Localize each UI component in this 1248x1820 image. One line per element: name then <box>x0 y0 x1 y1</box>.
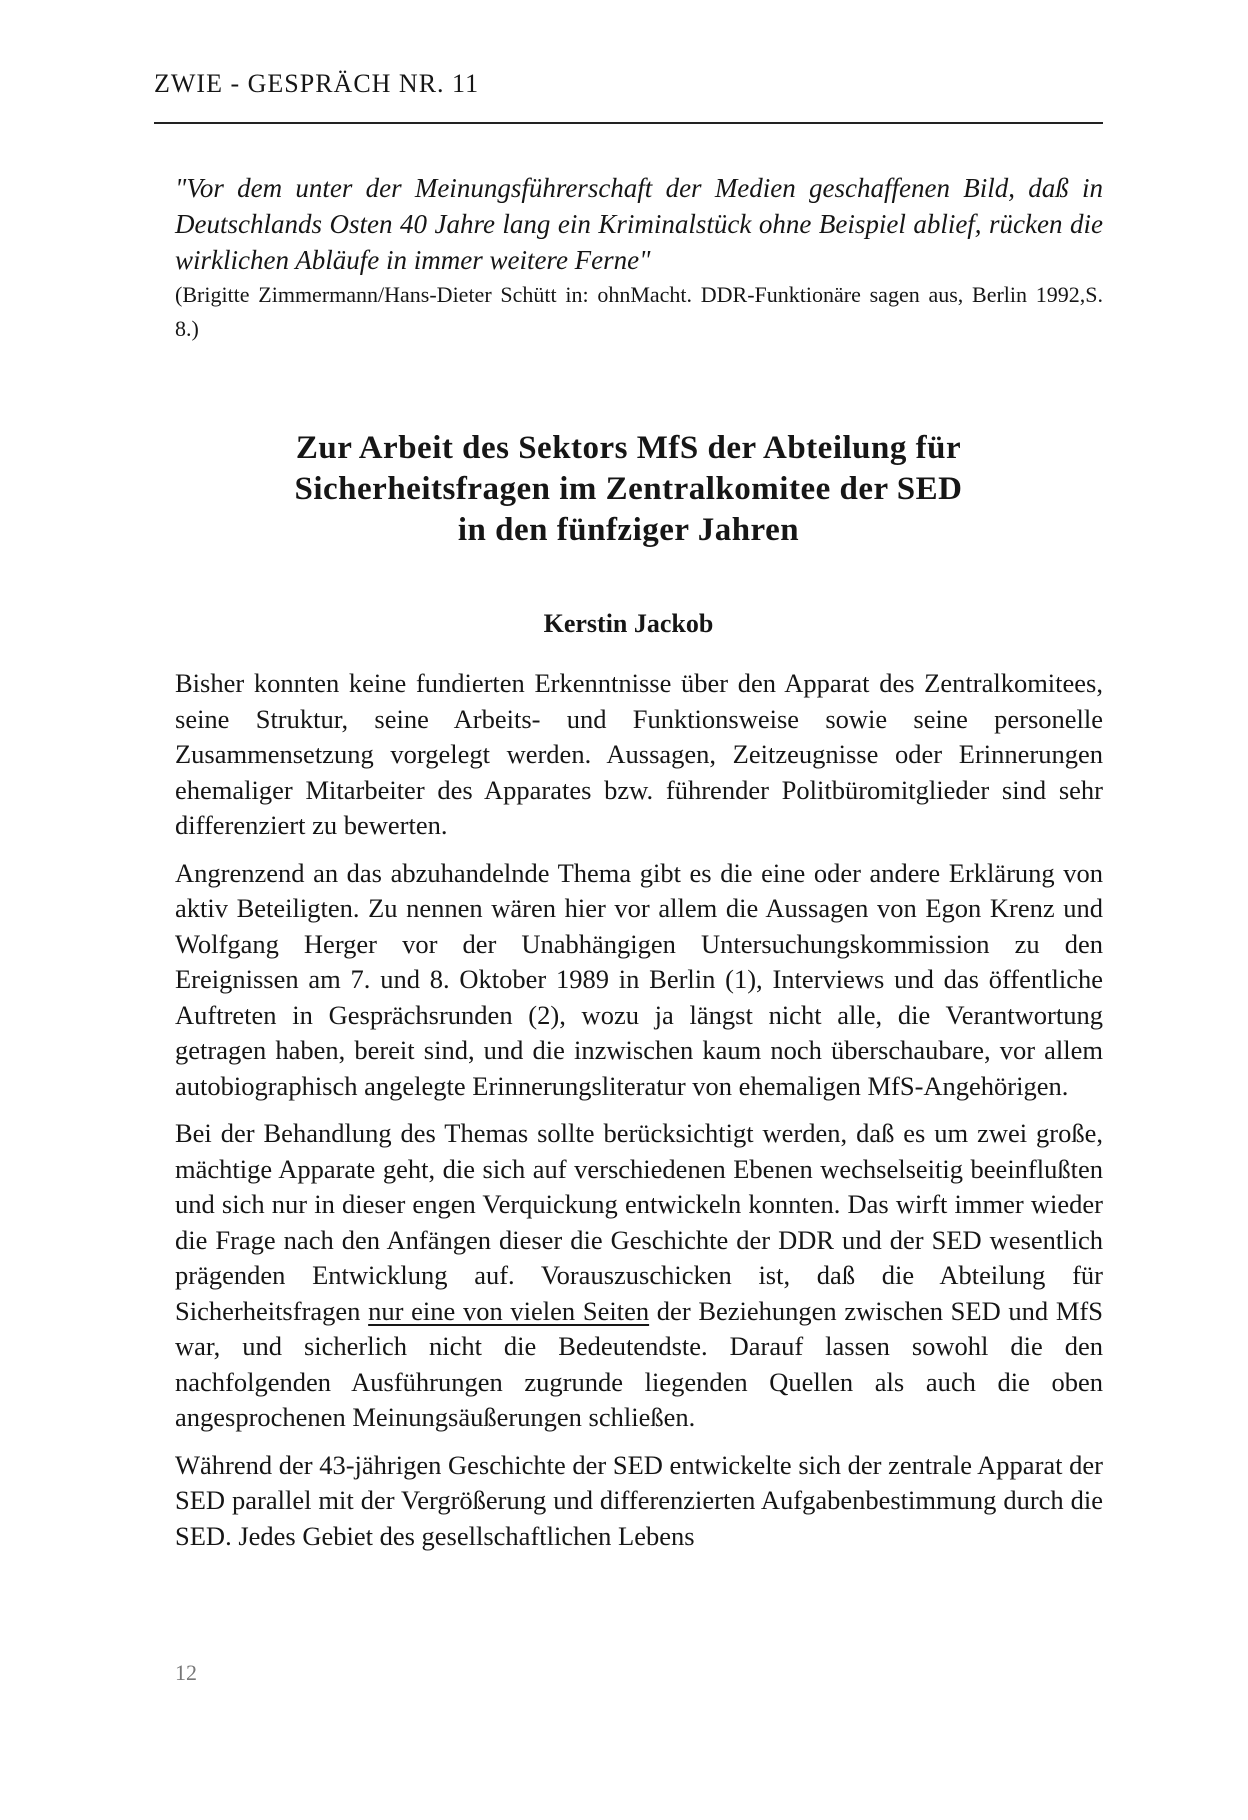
epigraph-quote: "Vor dem unter der Meinungsführerschaft der Medien geschaffenen Bild, daß in Deutschlands Osten 40 Jahre lang ein Kriminalstück ohne Beispiel ablief, rücken die wirklichen Abläufe in immer weitere Ferne" <box>175 173 1103 275</box>
paragraph-2: Angrenzend an das abzuhandelnde Thema gibt es die eine oder andere Erklärung von aktiv Beteiligten. Zu nennen wären hier vor allem die Aussagen von Egon Krenz und Wolfgang Herger vor der Unabhängigen Untersuchungskommission zu den Ereignissen am 7. und 8. Oktober 1989 in Berlin (1), Interviews und das öffentliche Auftreten in Gesprächsrunden (2), wozu ja längst nicht alle, die Verantwortung getragen haben, bereit sind, und die inzwischen kaum noch überschaubare, vor allem autobiographisch angelegte Erinnerungsliteratur von ehemaligen MfS-Angehörigen. <box>175 857 1103 1101</box>
paragraph-3 <box>175 1116 1103 1436</box>
article-title <box>154 428 1103 551</box>
paragraph-1: Bisher konnten keine fundierten Erkenntnisse über den Apparat des Zentralkomitees, seine Struktur, seine Arbeits- und Funktionsweise sowie seine personelle Zusammensetzung vorgelegt werden. Aussagen, Zeitzeugnisse oder Erinnerungen ehemaliger Mitarbeiter des Apparates bzw. führender Politbüromitglieder sind sehr differenziert zu bewerten. <box>175 668 1103 840</box>
article-author: Kerstin Jackob <box>543 609 714 638</box>
title-line-3: in den fünfziger Jahren <box>457 512 800 548</box>
paragraph-3-text-end: der Beziehungen zwischen SED und MfS war, und sicherlich nicht die Bedeutendste. Darauf lassen sowohl die den nachfolgenden Ausführungen zugrunde liegenden Quellen als auch die oben angesprochenen Meinungsäußerungen schließen. <box>175 1295 1103 1432</box>
running-header: ZWIE - GESPRÄCH NR. 11 <box>154 69 480 98</box>
article-body <box>175 666 1103 1566</box>
epigraph-source: (Brigitte Zimmermann/Hans-Dieter Schütt in: ohnMacht. DDR-Funktionäre sagen aus, Berlin 1992,S. 8.) <box>175 282 1103 341</box>
paragraph-4: Während der 43-jährigen Geschichte der SED entwickelte sich der zentrale Apparat der SED parallel mit der Vergrößerung und differenzierten Aufgabenbestimmung durch die SED. Jedes Gebiet des gesellschaftlichen Lebens <box>175 1449 1103 1551</box>
epigraph <box>175 170 1103 346</box>
paragraph-3-underlined-phrase: nur eine von vielen Seiten <box>368 1295 650 1326</box>
paragraph-3-text-start: Bei der Behandlung des Themas sollte berücksichtigt werden, daß es um zwei große, mächtige Apparate geht, die sich auf verschiedenen Ebenen wechselseitig beeinflußten und sich nur in dieser engen Verquickung entwickeln konnten. Das wirft immer wieder die Frage nach den Anfängen dieser die Geschichte der DDR und der SED wesentlich prägenden Entwicklung auf. Vorauszuschicken ist, daß die Abteilung für Sicherheitsfragen <box>175 1118 1103 1326</box>
title-line-1: Zur Arbeit des Sektors MfS der Abteilung für <box>295 430 962 466</box>
header-rule <box>154 122 1103 124</box>
page-number: 12 <box>175 1660 197 1685</box>
title-line-2: Sicherheitsfragen im Zentralkomitee der SED <box>294 471 963 507</box>
